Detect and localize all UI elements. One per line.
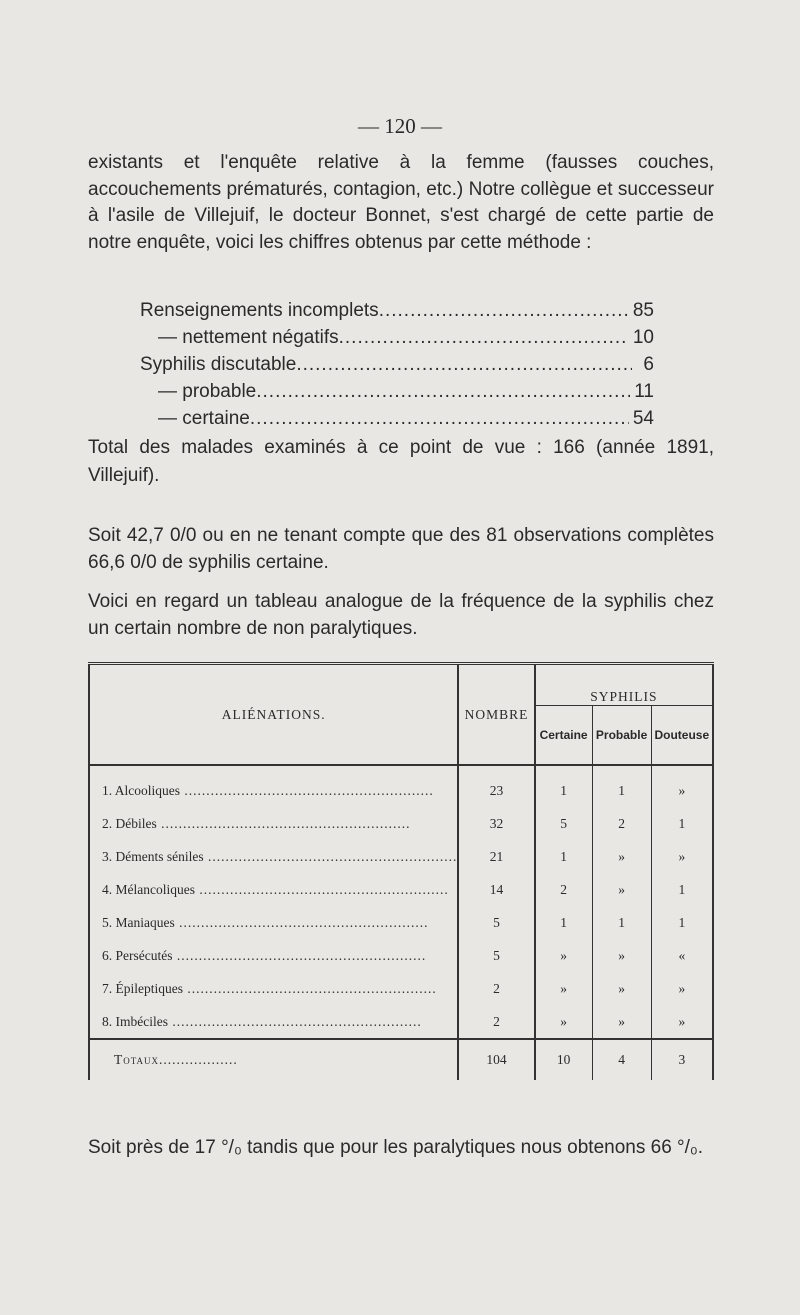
stat-value: 11: [634, 381, 654, 402]
stat-label: — certaine: [158, 408, 250, 429]
table-row: [89, 840, 713, 873]
stat-label: — probable: [158, 381, 257, 402]
dot-leader: [296, 354, 632, 376]
total-probable: 4: [592, 1039, 651, 1080]
dot-leader: [339, 327, 629, 349]
cell-certaine: 5: [535, 807, 592, 840]
cell-probable: »: [592, 939, 651, 972]
cell-probable: »: [592, 972, 651, 1005]
stat-value: 10: [632, 327, 654, 348]
stat-row: [140, 408, 654, 435]
totals-row: [89, 1039, 713, 1080]
cell-probable: 1: [592, 906, 651, 939]
cell-douteuse: 1: [651, 906, 713, 939]
header-nombre: NOMBRE: [458, 664, 534, 766]
cell-nombre: 21: [458, 840, 534, 873]
row-label: 4. Mélancoliques .....: [89, 873, 458, 906]
stat-value: 6: [643, 354, 654, 375]
cell-douteuse: 1: [651, 873, 713, 906]
stat-label: Syphilis discutable: [140, 354, 297, 375]
cell-douteuse: «: [651, 939, 713, 972]
dot-leader: [250, 408, 629, 430]
statistics-list: [140, 300, 654, 435]
cell-probable: 1: [592, 765, 651, 807]
cell-certaine: »: [535, 939, 592, 972]
header-certaine: Certaine: [535, 706, 592, 766]
cell-probable: »: [592, 873, 651, 906]
stat-label: Renseignements incomplets: [140, 300, 379, 321]
row-label: 8. Imbéciles .....: [89, 1005, 458, 1039]
cell-certaine: 1: [535, 840, 592, 873]
cell-certaine: 1: [535, 906, 592, 939]
cell-certaine: 1: [535, 765, 592, 807]
paragraph-table-intro: Voici en regard un tableau analogue de la fréquence de la syphilis chez un certain nombre de non paralytiques.: [88, 591, 714, 639]
table-row: [89, 906, 713, 939]
table-row: [89, 1005, 713, 1039]
paragraph-conclusion: Soit près de 17 °/₀ tandis que pour les paralytiques nous obtenons 66 °/₀.: [88, 1137, 704, 1158]
cell-nombre: 2: [458, 1005, 534, 1039]
table-row: [89, 873, 713, 906]
row-label: 3. Déments séniles .....: [89, 840, 458, 873]
dot-leader: [256, 381, 630, 403]
cell-douteuse: »: [651, 765, 713, 807]
stat-row: [140, 354, 654, 381]
total-nombre: 104: [458, 1039, 534, 1080]
header-syphilis: SYPHILIS: [535, 664, 713, 706]
header-alienations: ALIÉNATIONS.: [89, 664, 458, 766]
cell-nombre: 23: [458, 765, 534, 807]
cell-probable: »: [592, 840, 651, 873]
table-row: [89, 939, 713, 972]
stat-row: [140, 300, 654, 327]
cell-nombre: 5: [458, 906, 534, 939]
table-row: [89, 972, 713, 1005]
cell-douteuse: »: [651, 972, 713, 1005]
total-certaine: 10: [535, 1039, 592, 1080]
stat-label: — nettement négatifs: [158, 327, 339, 348]
paragraph-percentage: Soit 42,7 0/0 ou en ne tenant compte que des 81 observations complètes 66,6 0/0 de syphilis certaine.: [88, 525, 714, 573]
row-label: 7. Épileptiques .....: [89, 972, 458, 1005]
cell-certaine: 2: [535, 873, 592, 906]
dot-leader: [379, 300, 629, 322]
stat-value: 85: [632, 300, 654, 321]
cell-certaine: »: [535, 972, 592, 1005]
cell-douteuse: 1: [651, 807, 713, 840]
table-row: [89, 807, 713, 840]
cell-douteuse: »: [651, 840, 713, 873]
totals-label: Totaux..................: [89, 1039, 458, 1080]
stat-row: [140, 381, 654, 408]
cell-nombre: 14: [458, 873, 534, 906]
header-probable: Probable: [592, 706, 651, 766]
paragraph-intro: existants et l'enquête relative à la femme (fausses couches, accouchements prématurés, contagion, etc.) Notre collègue et successeur à l'asile de Villejuif, le docteur Bonnet, s'est chargé de cette partie de notre enquête, voici les chiffres obtenus par cette méthode :: [88, 152, 714, 253]
cell-probable: »: [592, 1005, 651, 1039]
stat-row: [140, 327, 654, 354]
syphilis-table-container: [88, 662, 714, 1098]
row-label: 2. Débiles .....: [89, 807, 458, 840]
cell-certaine: »: [535, 1005, 592, 1039]
cell-nombre: 2: [458, 972, 534, 1005]
cell-nombre: 5: [458, 939, 534, 972]
stat-value: 54: [632, 408, 654, 429]
row-label: 5. Maniaques .....: [89, 906, 458, 939]
row-label: 1. Alcooliques .....: [89, 765, 458, 807]
cell-douteuse: »: [651, 1005, 713, 1039]
cell-nombre: 32: [458, 807, 534, 840]
page-number: — 120 —: [358, 114, 442, 138]
table-row: [89, 765, 713, 807]
total-douteuse: 3: [651, 1039, 713, 1080]
header-douteuse: Douteuse: [651, 706, 713, 766]
cell-probable: 2: [592, 807, 651, 840]
total-examined-text: Total des malades examinés à ce point de vue : 166 (année 1891, Villejuif).: [88, 437, 714, 486]
row-label: 6. Persécutés .....: [89, 939, 458, 972]
syphilis-frequency-table: [88, 662, 714, 1080]
